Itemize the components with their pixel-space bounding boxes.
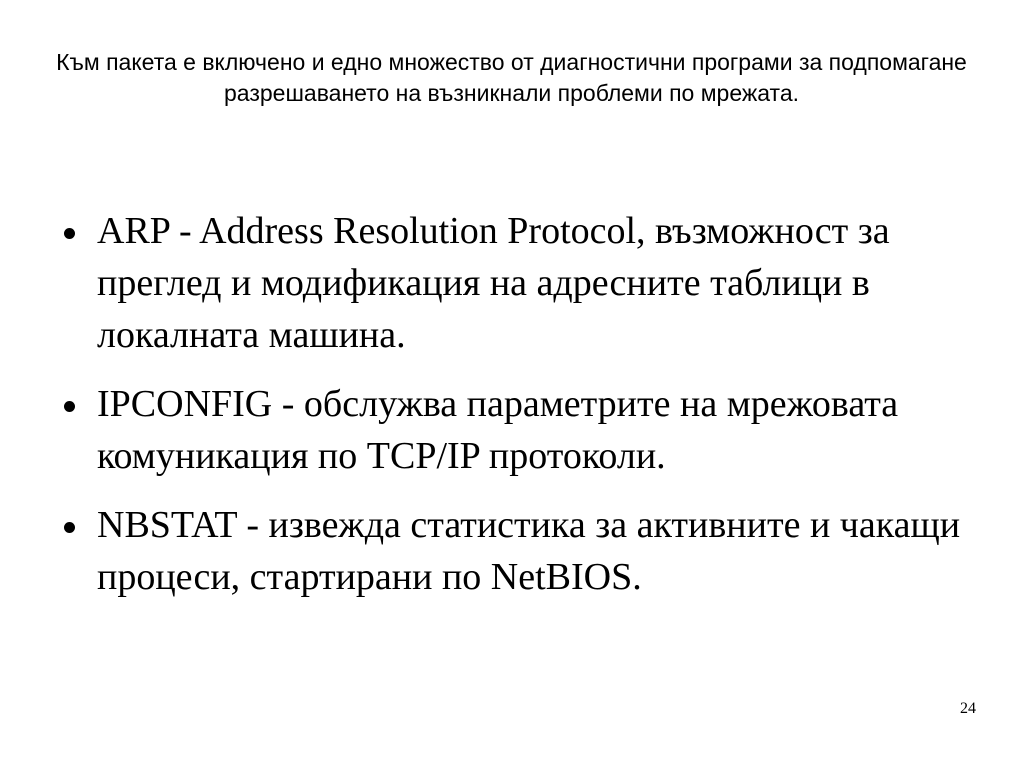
bullet-item-nbstat bbox=[60, 499, 980, 603]
bullet-icon bbox=[64, 228, 75, 239]
bullet-item-ipconfig bbox=[60, 378, 980, 482]
bullet-icon bbox=[64, 522, 75, 533]
page-number: 24 bbox=[960, 700, 976, 717]
bullet-list bbox=[60, 205, 980, 620]
bullet-text: ARP - Address Resolution Protocol, възможност за преглед и модификация на адресните таблици в локалната машина. bbox=[97, 210, 890, 356]
bullet-icon bbox=[64, 401, 75, 412]
bullet-text: IPCONFIG - обслужва параметрите на мрежовата комуникация по TCP/IP протоколи. bbox=[97, 383, 899, 477]
bullet-item-arp bbox=[60, 205, 980, 361]
bullet-text: NBSTAT - извежда статистика за активните и чакащи процеси, стартирани по NetBIOS. bbox=[97, 504, 961, 598]
slide-title: Към пакета е включено и едно множество от диагностични програми за подпомагане разрешаването на възникнали проблеми по мрежата. bbox=[56, 49, 967, 106]
